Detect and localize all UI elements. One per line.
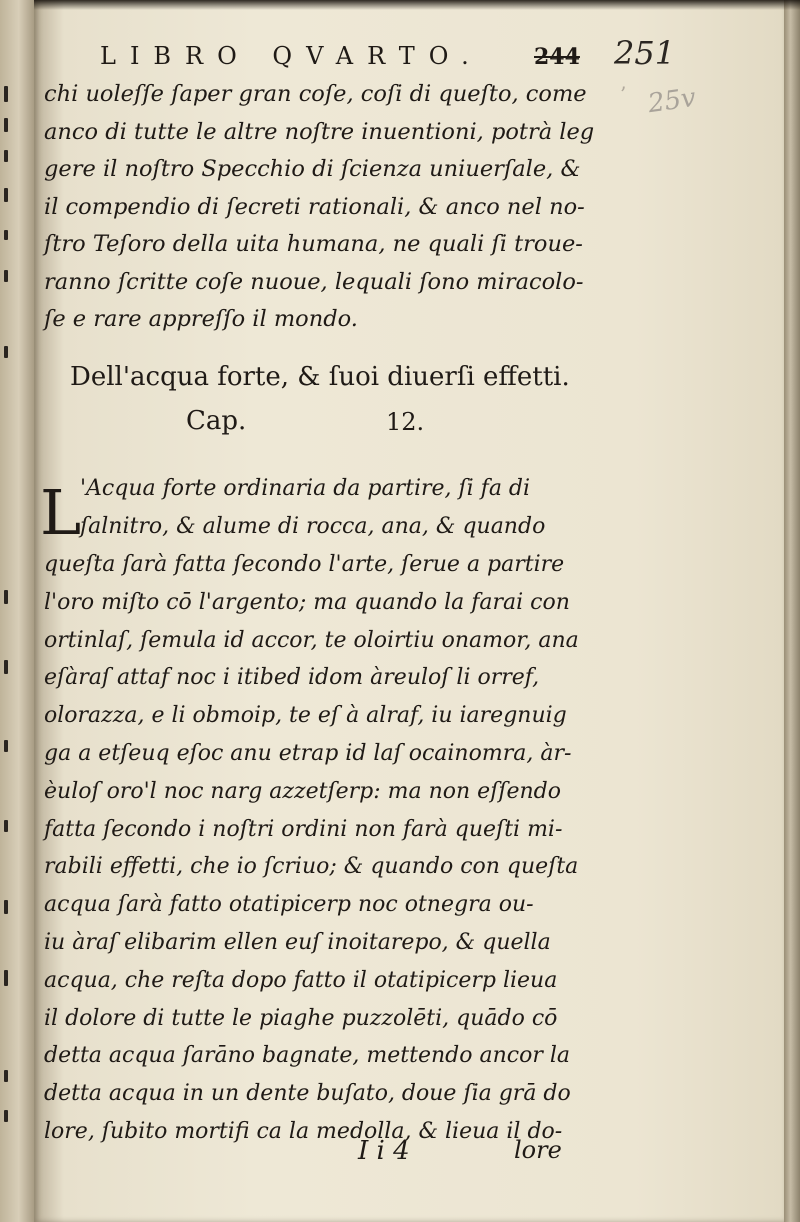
text-line: detta acqua ſarāno bagnate, mettendo ancor la bbox=[44, 1043, 570, 1069]
text-line: fatta ſecondo i noſtri ordini non farà queſti mi- bbox=[44, 816, 563, 842]
chapter-body bbox=[80, 470, 620, 546]
text-line: èuloſ oro'l noc narg azzetſerp: ma non eſſendo bbox=[44, 778, 561, 804]
text-line: queſta ſarà fatta ſecondo l'arte, ſerue a partire bbox=[44, 552, 565, 577]
text-line: anco di tutte le altre noſtre inuentioni, potrà leg bbox=[44, 118, 595, 145]
text-line: il compendio di ſecreti rationali, & anco nel no- bbox=[44, 193, 585, 220]
text-line: detta acqua in un dente buſato, doue ſia grā do bbox=[44, 1081, 571, 1107]
text-line: rabili effetti, che io ſcriuo; & quando con queſta bbox=[44, 854, 579, 880]
chapter-body-cont bbox=[44, 546, 620, 1151]
drop-cap-initial: L bbox=[40, 476, 82, 549]
paragraph-continuation bbox=[44, 76, 614, 339]
chapter-label: Cap. bbox=[186, 406, 247, 436]
running-title: LIBRO QVARTO. bbox=[100, 42, 483, 70]
text-line: ranno ſcritte coſe nuoue, lequali ſono miracolo- bbox=[44, 268, 584, 295]
catchword: lore bbox=[514, 1136, 562, 1164]
text-line: olorazza, e li obmoip, te eſ à alraf, iu iaregnuig bbox=[44, 703, 567, 729]
text-line: acqua ſarà fatto otatipicerp noc otnegra ou- bbox=[44, 892, 534, 918]
text-line: ſtro Teſoro della uita humana, ne quali ſi troue- bbox=[44, 231, 583, 257]
text-line: iu àraſ elibarim ellen euſ inoitarepo, & quella bbox=[44, 929, 551, 955]
text-line: ortinlaſ, ſemula id accor, te oloirtiu onamor, ana bbox=[44, 627, 579, 653]
text-line: ga a etſeuq eſoc anu etrap id laſ ocainomra, àr- bbox=[44, 740, 572, 766]
top-shadow bbox=[34, 0, 800, 10]
pencil-tick-mark: ’ bbox=[620, 82, 627, 106]
text-line: lore, ſubito mortifi ca la medolla, & lieua il do- bbox=[44, 1118, 563, 1144]
chapter-number: 12. bbox=[386, 408, 425, 436]
chapter-heading: Dell'acqua forte, & ſuoi diuerſi effetti. bbox=[70, 362, 570, 392]
text-line: gere il noſtro Specchio di ſcienza uniuerſale, & bbox=[44, 156, 581, 182]
pencil-folio-note: 25v bbox=[646, 82, 698, 120]
text-line: il dolore di tutte le piaghe puzzolēti, quādo cō bbox=[44, 1005, 558, 1031]
folio-handwritten-number: 251 bbox=[614, 34, 676, 72]
text-line: l'oro miſto cō l'argento; ma quando la farai con bbox=[44, 589, 570, 615]
adjacent-page-edge bbox=[0, 0, 34, 1222]
text-line: acqua, che reſta dopo fatto il otatipicerp lieua bbox=[44, 967, 558, 993]
text-line: ſe e rare appreſſo il mondo. bbox=[44, 306, 358, 332]
signature-mark: I i 4 bbox=[358, 1136, 410, 1166]
text-line: ſalnitro, & alume di rocca, ana, & quando bbox=[80, 513, 546, 539]
text-line: 'Acqua forte ordinaria da partire, ſi fa di bbox=[80, 476, 531, 501]
text-line: chi uoleſſe ſaper gran coſe, coſi di queſto, come bbox=[44, 81, 587, 107]
text-line: eſàraſ attaf noc i itibed idom àreuloſ li orref, bbox=[44, 665, 540, 691]
page-right-edge bbox=[784, 0, 800, 1222]
folio-struck-number: 244 bbox=[534, 44, 580, 70]
